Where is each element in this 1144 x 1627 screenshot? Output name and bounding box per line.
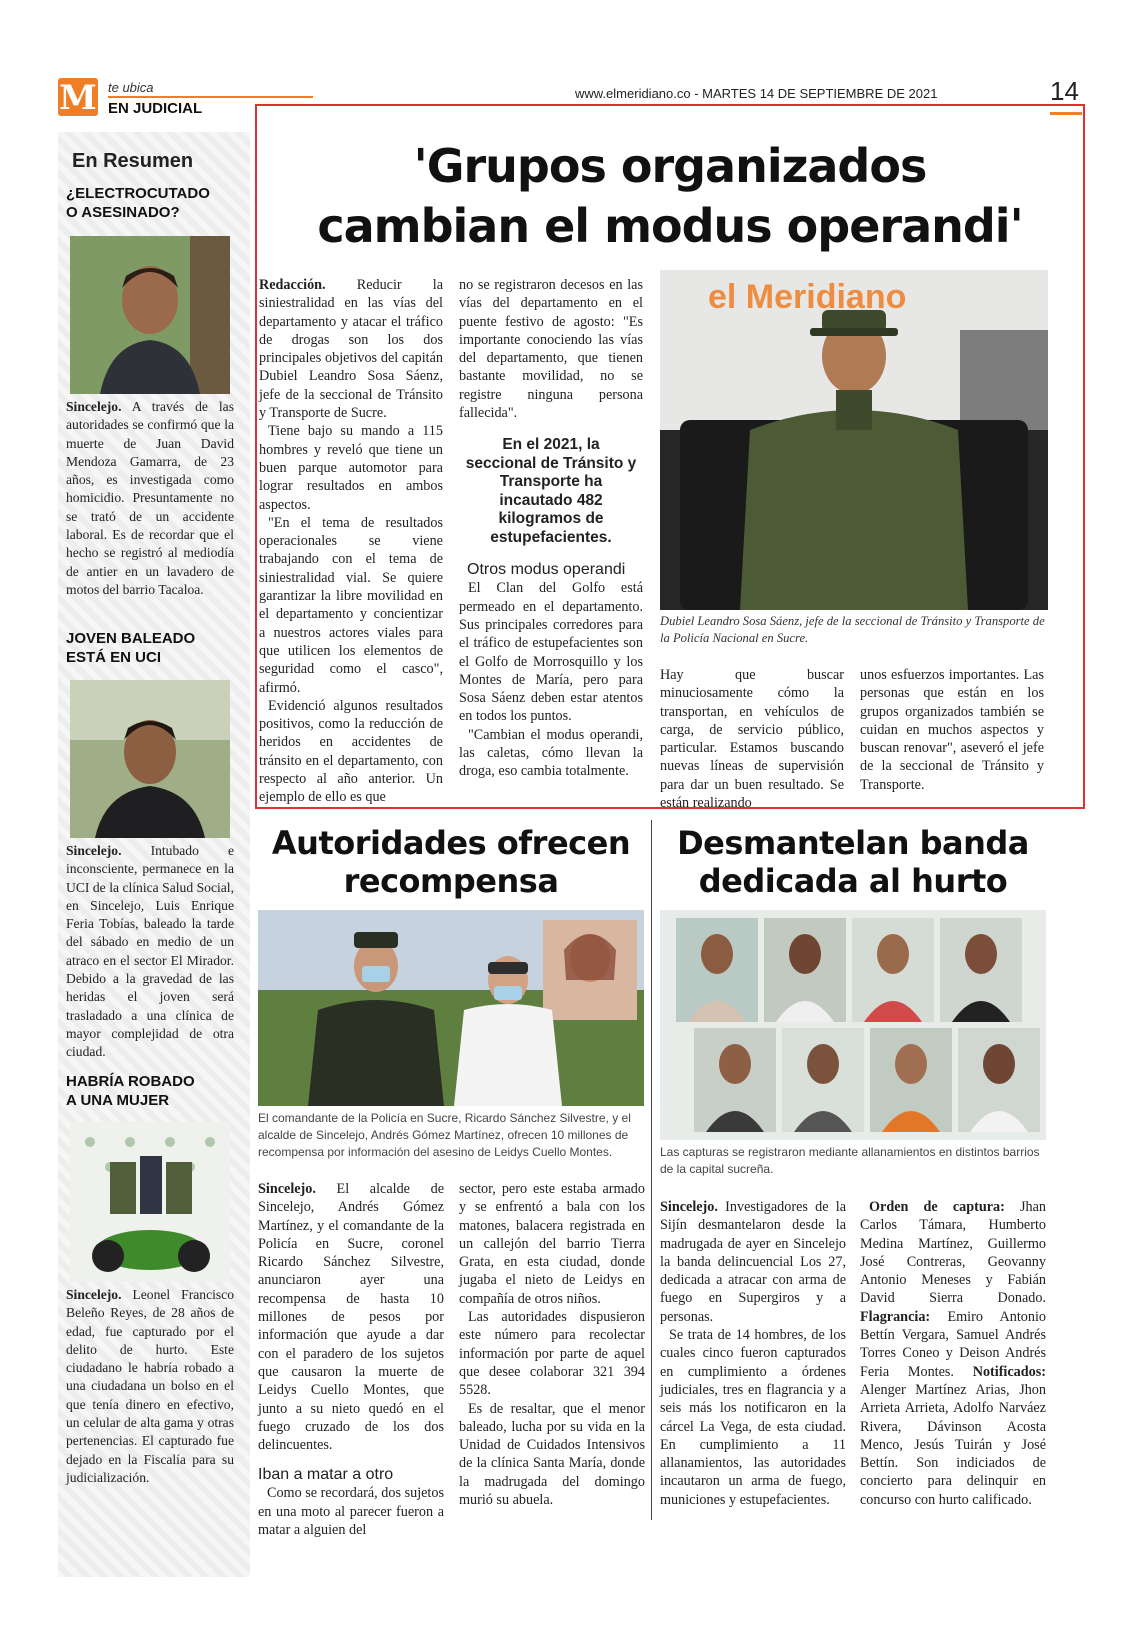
- pull-quote: En el 2021, la seccional de Tránsito y Transporte ha incautado 482 kilogramos de estupefacientes.: [465, 436, 637, 546]
- officer-portrait-image: [660, 270, 1048, 610]
- article-recompensa-caption: El comandante de la Policía en Sucre, Ricardo Sánchez Silvestre, y el alcalde de Sincelejo, Andrés Gómez Martínez, ofrecen 10 millones de recompensa por información del asesino de Leidys Cuello Montes.: [258, 1111, 631, 1159]
- article-recompensa-column-2: sector, pero este estaba armado y se enfrentó a bala con los matones, balacera registrada en un callejón del barrio Tierra Grata, en esta ciudad, donde jugaba el nieto de Leidys en compañía de otros niños. Las autoridades dispusieron este número para recolectar información por parte de aquel que desee colaborar 321 394 5528. Es de resaltar, que el menor baleado, lucha por su vida en la Unidad de Cuidados Intensivos de la clínica Santa María, donde la madrugada del domingo murió su abuela.: [459, 1181, 645, 1509]
- main-article-column-4: unos esfuerzos importantes. Las personas que están en los grupos organizados también se cuidan en muchos aspectos y buscan renovar", aseveró el jefe de la seccional de Tránsito y Transporte.: [860, 667, 1044, 793]
- section-tag-small: te ubica: [108, 80, 154, 95]
- logo: M: [59, 78, 97, 118]
- column-divider: [651, 820, 652, 1520]
- sidebar-item-text: Sincelejo. Intubado e inconsciente, permanece en la UCI de la clínica Salud Social, en Sincelejo, Luis Enrique Feria Tobías, baleado la tarde del sábado en medio de un atraco en el sector El Mirador. Debido a la gravedad de las heridas el joven será trasladado a una clínica de mayor complejidad de otra ciudad.: [66, 843, 234, 1060]
- suspects-mugshots-image: [660, 910, 1046, 1140]
- article-banda-caption: Las capturas se registraron mediante allanamientos en distintos barrios de la capital sucreña.: [660, 1145, 1040, 1176]
- main-article-column-2: no se registraron decesos en las vías del departamento en el puente festivo de agosto: "Es importante conociendo las vías del departamento, que tienen bastante movilidad, no se registre ninguna persona fallecida". En el 2021, la seccional de Tránsito y Transporte ha incautado 482 kilogramos de estupefacientes. Otros modus operandi El Clan del Golfo está permeado en el departamento. Sus principales corredores para el tráfico de estupefacientes son el Golfo de Morrosquillo y los Montes de María, pero para Sosa Sáenz deben estar atentos en todos los puntos. "Cambian el modus operandi, las caletas, cómo llevan la droga, eso cambia totalmente.: [459, 277, 643, 780]
- sidebar-item-text: Sincelejo. Leonel Francisco Beleño Reyes, de 28 años de edad, fue capturado por el delito de hurto. Este ciudadano le habría robado a una ciudadana un bolso en el que tenía dinero en efectivo, un celular de alta gama y otras pertenencias. El capturado fue dejado en la Fiscalía para su judicialización.: [66, 1287, 234, 1485]
- sidebar-photo-injured: [70, 680, 230, 838]
- photo-brand-watermark: el Meridiano: [708, 278, 907, 316]
- sidebar-headline: JOVEN BALEADO ESTÁ EN UCI: [66, 630, 196, 666]
- officials-image: [258, 910, 644, 1106]
- main-article-column-3: Hay que buscar minuciosamente cómo la transportan, en vehículos de carga, de servicio público, particular. Estamos buscando nuevas líneas de supervisión para dar un buen resultado. Se están realizando: [660, 667, 844, 812]
- article-banda-column-1: Sincelejo. Investigadores de la Sijín desmantelaron desde la madrugada de ayer en Sincelejo la banda delincuencial Los 27, dedicada a atracar con arma de fuego en Supergiros y a personas. Se trata de 14 hombres, de los cuales cinco fueron capturados en cumplimiento a órdenes judiciales, tres en flagrancia y a seis más los notificaron en la cárcel La Vega, de esta ciudad. En cumplimiento a 11 allanamientos, las autoridades incautaron un arma de fuego, municiones y estupefacientes.: [660, 1199, 846, 1508]
- main-photo-officer: [660, 270, 1048, 610]
- sidebar-headline: HABRÍA ROBADO A UNA MUJER: [66, 1073, 195, 1109]
- main-article-column-1: Redacción. Reducir la siniestralidad en las vías del departamento y atacar el tráfico de drogas son los dos principales objetivos del capitán Dubiel Leandro Sosa Sáenz, jefe de la seccional de Tránsito y Transporte de Sucre. Tiene bajo su mando a 115 hombres y reveló que tiene un buen parque automotor para lograr resultados en ambos aspectos. "En el tema de resultados operacionales se viene trabajando con el tema de siniestralidad vial. Se quiere garantizar la libre movilidad en el departamento y concientizar a nuestros actores viales para que utilicen los elementos de seguridad como el casco", afirmó. Evidenció algunos resultados positivos, como la reducción de heridos en accidentes de tránsito en el departamento, con respecto al año anterior. Un ejemplo de ello es que: [259, 277, 443, 806]
- article-recompensa-title: Autoridades ofrecen recompensa: [271, 824, 631, 900]
- site-date: www.elmeridiano.co - MARTES 14 DE SEPTIEMBRE DE 2021: [575, 86, 938, 101]
- sidebar-title: En Resumen: [72, 150, 194, 172]
- sidebar-item-text: Sincelejo. A través de las autoridades se confirmó que la muerte de Juan David Mendoza Gamarra, de 23 años, es investigada como homicidio. Presuntamente no se trató de un accidente laboral. Es de recordar que el hecho se registró al mediodía de antier en un lavadero de motos del barrio Tacaloa.: [66, 399, 234, 597]
- main-photo-caption: Dubiel Leandro Sosa Sáenz, jefe de la seccional de Tránsito y Transporte de la Policía Nacional en Sucre.: [660, 614, 1045, 645]
- portrait-image: [70, 680, 230, 838]
- sidebar-headline: ¿ELECTROCUTADO O ASESINADO?: [66, 185, 210, 221]
- article-banda-column-2: Orden de captura: Jhan Carlos Támara, Humberto Medina Martínez, Guillermo José Contreras, Geovanny Antonio Meneses y Fabián David Sierra Donado. Flagrancia: Emiro Antonio Bettín Vergara, Samuel Andrés Torres Coneo y Deison Andrés Feria Montes. Notificados: Alenger Martínez Arias, Jhon Arrieta Arrieta, Adolfo Narváez Rivera, Dávinson Acosta Menco, Jesús Tuirán y José Bettín. Son indiciados de concierto para delinquir en concurso con hurto calificado.: [860, 1199, 1046, 1508]
- article-banda-title: Desmantelan banda dedicada al hurto: [677, 824, 1029, 900]
- subhead: Otros modus operandi: [467, 561, 626, 579]
- article-banda-photo: [660, 910, 1046, 1140]
- main-article-title: 'Grupos organizados cambian el modus operandi': [317, 139, 1023, 253]
- sidebar-photo-victim: [70, 236, 230, 394]
- sidebar-photo-arrest: [70, 1122, 230, 1282]
- section-tag: EN JUDICIAL: [108, 100, 203, 117]
- subhead: Iban a matar a otro: [258, 1466, 394, 1484]
- article-recompensa-photo: [258, 910, 644, 1106]
- page-number: 14: [1050, 76, 1079, 106]
- arrest-image: [70, 1122, 230, 1282]
- article-recompensa-column-1: Sincelejo. El alcalde de Sincelejo, Andrés Gómez Martínez, y el comandante de la Policía en Sucre, coronel Ricardo Sánchez Silvestre, anunciaron ayer una recompensa de hasta 10 millones de pesos por información que ayude a dar con el paradero de los sujetos que causaron la muerte de Leidys Cuello Montes, que junto a su nieto quedó en el fuego cruzado de los dos delincuentes. Iban a matar a otro Como se recordará, dos sujetos en una moto al parecer fueron a matar a alguien del: [258, 1181, 444, 1539]
- portrait-image: [70, 236, 230, 394]
- section-tag-line: [108, 96, 313, 98]
